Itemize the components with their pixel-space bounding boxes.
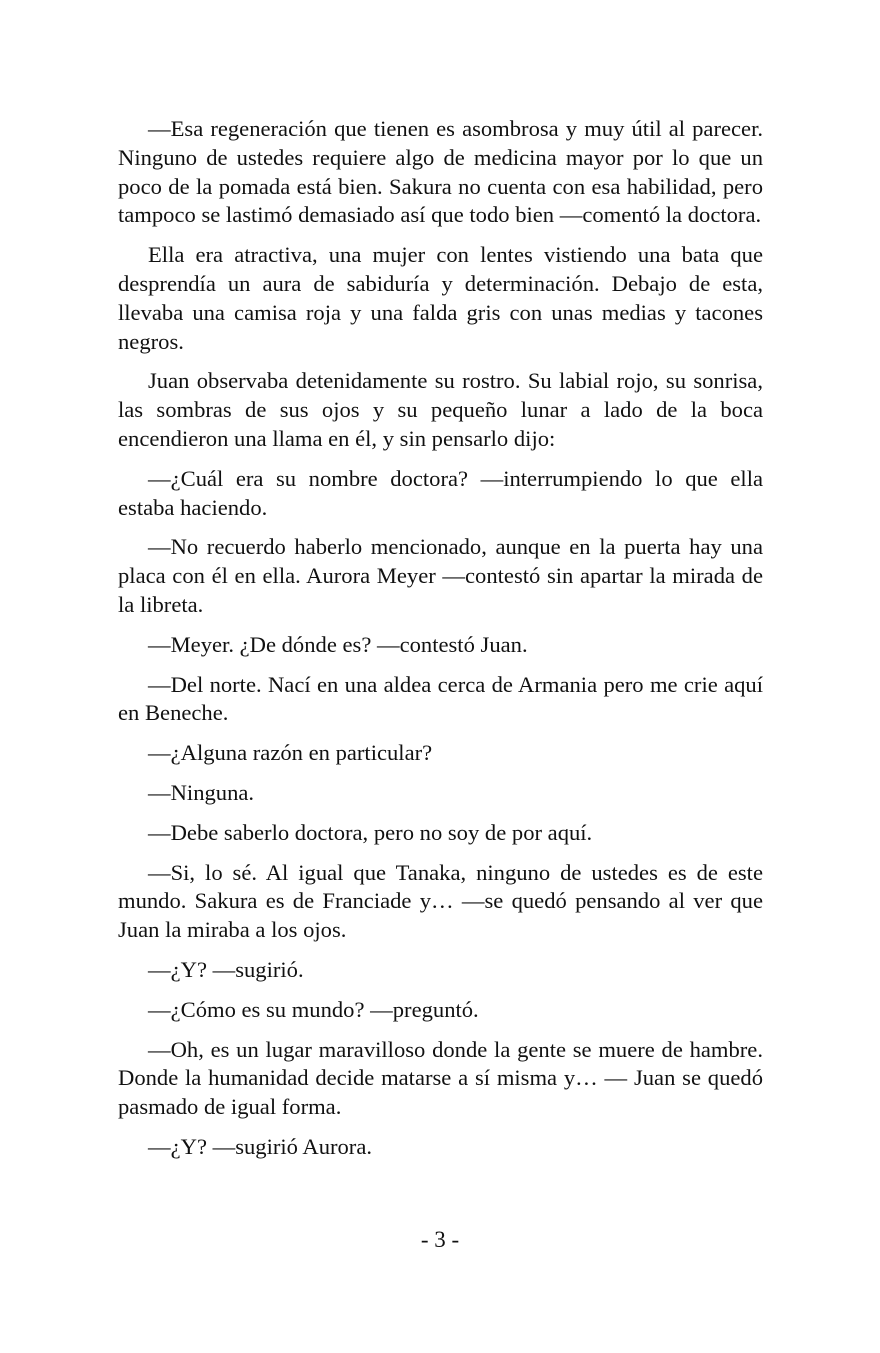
paragraph: —Del norte. Nací en una aldea cerca de Armania pero me crie aquí en Beneche. — [118, 671, 763, 726]
paragraph: —Debe saberlo doctora, pero no soy de por aquí. — [148, 819, 593, 845]
paragraph: Juan observaba detenidamente su rostro. Su labial rojo, su sonrisa, las sombras de sus ojos y su pequeño lunar a lado de la boca encendieron una llama en él, y sin pensarlo dijo: — [118, 368, 763, 451]
paragraph: —¿Cómo es su mundo? —preguntó. — [148, 996, 479, 1022]
paragraph: —¿Alguna razón en particular? — [148, 740, 433, 766]
paragraph: —No recuerdo haberlo mencionado, aunque en la puerta hay una placa con él en ella. Aurora Meyer —contestó sin apartar la mirada de la libreta. — [118, 534, 763, 617]
paragraph: —¿Y? —sugirió Aurora. — [148, 1133, 373, 1159]
paragraph: —¿Cuál era su nombre doctora? —interrumpiendo lo que ella estaba haciendo. — [118, 465, 763, 520]
paragraph: —¿Y? —sugirió. — [148, 956, 304, 982]
paragraph: —Meyer. ¿De dónde es? —contestó Juan. — [148, 631, 528, 657]
paragraph: —Ninguna. — [148, 779, 255, 805]
page-body — [118, 115, 763, 1173]
paragraph: Ella era atractiva, una mujer con lentes vistiendo una bata que desprendía un aura de sabiduría y determinación. Debajo de esta, llevaba una camisa roja y una falda gris con unas medias y tacones negros. — [118, 242, 763, 354]
paragraph: —Oh, es un lugar maravilloso donde la gente se muere de hambre. Donde la humanidad decide matarse a sí misma y… — Juan se quedó pasmado de igual forma. — [118, 1036, 763, 1120]
paragraph: —Esa regeneración que tienen es asombrosa y muy útil al parecer. Ninguno de ustedes requiere algo de medicina mayor por lo que un poco de la pomada está bien. Sakura no cuenta con esa habilidad, pero tampoco se lastimó demasiado así que todo bien —comentó la doctora. — [118, 116, 763, 228]
page-number: - 3 - — [420, 1227, 460, 1252]
paragraph: —Si, lo sé. Al igual que Tanaka, ninguno de ustedes es de este mundo. Sakura es de Franciade y… —se quedó pensando al ver que Juan la miraba a los ojos. — [118, 859, 763, 943]
